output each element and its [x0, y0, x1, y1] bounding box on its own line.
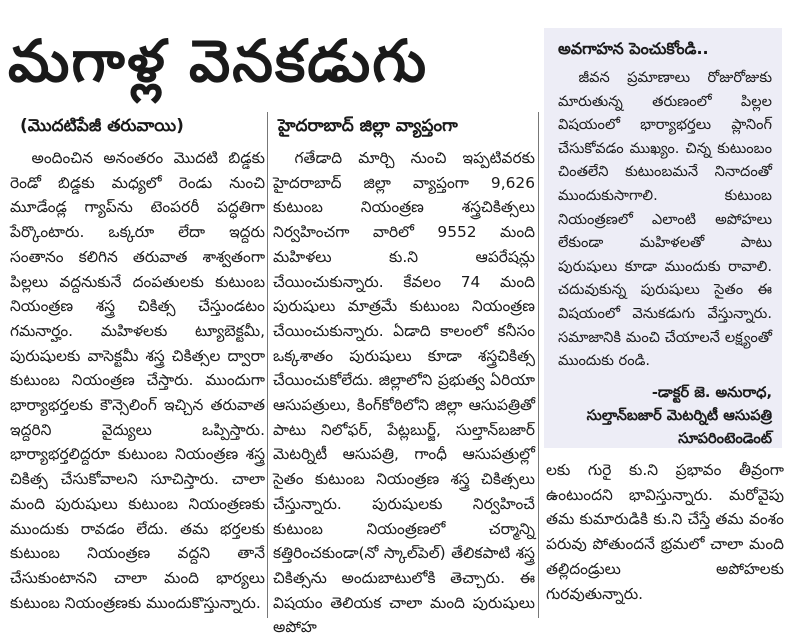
signature-name: -డాక్టర్ జె. అనురాధ, [651, 383, 772, 401]
signature-role-2: సూపరింటెండెంట్ [678, 429, 772, 447]
article-column-3 [546, 458, 784, 616]
section-heading: హైదరాబాద్ జిల్లా వ్యాప్తంగా [278, 116, 458, 136]
column-3-text: లకు గురై కు.ని ప్రభావం తీవ్రంగా ఉంటుందని భావిస్తున్నారు. మరోవైపు తమ కుమారుడికి కు.ని చేస్తే తమ వంశం పరువు పోతుందనే భ్రమలో చాలా మంది తల్లిదండ్రులు అపోహలకు గురవుతున్నారు. [546, 461, 784, 603]
sidebar-signature [558, 381, 772, 450]
sidebar-title: అవగాహన పెంచుకోండి.. [558, 39, 709, 58]
column-1-text: అందించిన అనంతరం మొదటి బిడ్డకు రెండో బిడ్డకు మధ్యలో రెండు నుంచి మూడేండ్ల గ్యాప్‌ను టెంపరరీ పద్ధతిగా పేర్కొంటారు. ఒక్కరూ లేదా ఇద్దరు సంతానం కలిగిన తరువాత శాశ్వతంగా పిల్లలు వద్దనుకునే దంపతులకు కుటుంబ నియంత్రణ శస్త్ర చికిత్స చేస్తుండటం గమనార్హం. మహిళలకు ట్యూబెక్టమీ, పురుషులకు వాసెక్టమీ శస్త్ర చికిత్సల ద్వారా కుటుంబ నియంత్రణ చేస్తారు. ముందుగా భార్యాభర్తలకు కౌన్సెలింగ్ ఇచ్చిన తరువాత ఇద్దరిని వైద్యులు ఒప్పిస్తారు. భార్యాభర్తలిద్దరూ కుటుంబ నియంత్రణ శస్త్ర చికిత్స చేసుకోవాలని సూచిస్తారు. చాలా మంది పురుషులు కుటుంబ నియంత్రణకు ముందుకు రావడం లేదు. తమ భర్తలకు కుటుంబ నియంత్రణ వద్దని తానే చేసుకుంటానని చాలా మంది భార్యలు కుటుంబ నియంత్రణకు ముందుకొస్తున్నారు. [10, 149, 265, 612]
article-column-2 [273, 146, 535, 637]
column-divider-1 [267, 112, 268, 618]
signature-role-1: సుల్తాన్‌బజార్ మెటర్నిటీ ఆసుపత్రి [586, 406, 772, 424]
continuation-label: (మొదటిపేజీ తరువాయి) [20, 116, 184, 136]
column-divider-2 [538, 112, 539, 618]
awareness-sidebar [544, 28, 782, 448]
article-column-1 [10, 146, 265, 616]
column-2-text: గతేడాది మార్చి నుంచి ఇప్పటివరకు హైదరాబాద్ జిల్లా వ్యాప్తంగా 9,626 కుటుంబ నియంత్రణ శస్త్రచికిత్సలు నిర్వహించగా వారిలో 9552 మంది మహిళలు కు.ని ఆపరేషన్లు చేయించుకున్నారు. కేవలం 74 మంది పురుషులు మాత్రమే కుటుంబ నియంత్రణ చేయించుకున్నారు. ఏడాది కాలంలో కనీసం ఒక్కశాతం పురుషులు కూడా శస్త్రచికిత్స చేయించుకోలేదు. జిల్లాలోని ప్రభుత్వ ఏరియా ఆసుపత్రులు, కింగ్‌కోఠిలోని జిల్లా ఆసుపత్రితో పాటు నిలోఫర్, పేట్లబుర్జ్, సుల్తాన్‌బజార్ మెటర్నిటీ ఆసుపత్రి, గాంధీ ఆసుపత్రుల్లో సైతం కుటుంబ నియంత్రణ శస్త్ర చికిత్సలు చేస్తున్నారు. పురుషులకు నిర్వహించే కుటుంబ నియంత్రణలో చర్మాన్ని కత్తిరించకుండా(నో స్కాల్‌పెల్) తేలికపాటి శస్త్ర చికిత్సను అందుబాటులోకి తెచ్చారు. ఈ విషయం తెలియక చాలా మంది పురుషులు అపోహ [273, 149, 535, 637]
sidebar-body: జీవన ప్రమాణాలు రోజురోజుకు మారుతున్న తరుణంలో పిల్లల విషయంలో భార్యాభర్తలు ప్లానింగ్ చేసుకోవడం ముఖ్యం. చిన్న కుటుంబం చింతలేని కుటుంబమనే నినాదంతో ముందుకుసాగాలి. కుటుంబ నియంత్రణలో ఎలాంటి అపోహలు లేకుండా మహిళలతో పాటు పురుషులు కూడా ముందుకు రావాలి. చదువుకున్న పురుషులు సైతం ఈ విషయంలో వెనుకడుగు వేస్తున్నారు. సమాజానికి మంచి చేయాలనే లక్ష్యంతో ముందుకు రండి. [558, 69, 772, 370]
headline: మగాళ్ల వెనకడుగు [8, 27, 429, 95]
